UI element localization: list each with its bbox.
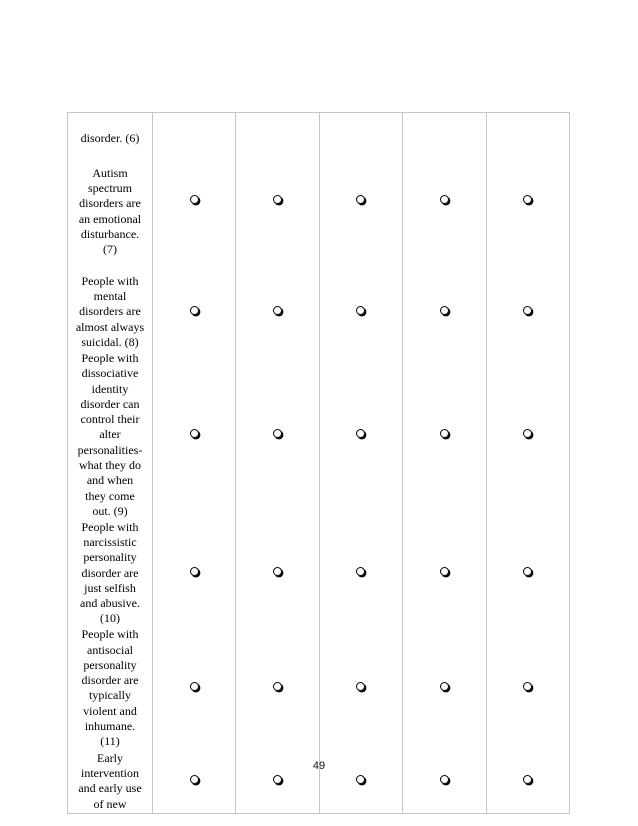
- radio-button-icon[interactable]: [190, 682, 199, 691]
- statement-text-10: People with narcissistic personality disorder are just selfish and abusive. (10): [68, 519, 153, 627]
- radio-button-icon[interactable]: [440, 682, 449, 691]
- radio-button-icon[interactable]: [273, 429, 282, 438]
- option-cell: [403, 627, 486, 749]
- radio-button-icon[interactable]: [356, 567, 365, 576]
- option-cell: [153, 273, 236, 351]
- radio-button-icon[interactable]: [440, 567, 449, 576]
- statement-text-7: Autism spectrum disorders are an emotional disturbance. (7): [78, 165, 142, 257]
- table-row: [68, 113, 570, 273]
- survey-table-body: [68, 113, 570, 814]
- option-cell: [153, 627, 236, 749]
- option-cell: [319, 627, 402, 749]
- table-row: [68, 519, 570, 627]
- page-number: 49: [312, 760, 326, 772]
- radio-button-icon[interactable]: [440, 195, 449, 204]
- option-cell: [486, 273, 569, 351]
- option-cell: [153, 351, 236, 519]
- radio-button-icon[interactable]: [190, 429, 199, 438]
- table-row: [68, 351, 570, 519]
- radio-button-icon[interactable]: [273, 195, 282, 204]
- option-cell: [319, 273, 402, 351]
- table-row: [68, 627, 570, 749]
- statement-text-9: People with dissociative identity disorder can control their alter personalities- what they do and when they come out. (9): [68, 351, 153, 519]
- radio-button-icon[interactable]: [273, 567, 282, 576]
- radio-button-icon[interactable]: [356, 682, 365, 691]
- radio-button-icon[interactable]: [523, 567, 532, 576]
- radio-button-icon[interactable]: [523, 195, 532, 204]
- option-cell: [486, 519, 569, 627]
- option-cell: [236, 351, 319, 519]
- statement-cell: [68, 113, 153, 273]
- option-cell: [403, 273, 486, 351]
- option-cell: [403, 519, 486, 627]
- radio-button-icon[interactable]: [356, 195, 365, 204]
- option-cell: [403, 113, 486, 273]
- radio-button-icon[interactable]: [440, 775, 449, 784]
- radio-button-icon[interactable]: [273, 306, 282, 315]
- table-row: [68, 273, 570, 351]
- survey-table: [67, 112, 570, 814]
- option-cell: [236, 519, 319, 627]
- radio-button-icon[interactable]: [273, 682, 282, 691]
- option-cell: [236, 627, 319, 749]
- radio-button-icon[interactable]: [190, 195, 199, 204]
- option-cell: [236, 113, 319, 273]
- radio-button-icon[interactable]: [190, 775, 199, 784]
- option-cell: [486, 113, 569, 273]
- statement-text-8: People with mental disorders are almost always suicidal. (8): [68, 273, 153, 351]
- radio-button-icon[interactable]: [356, 775, 365, 784]
- option-cell: [153, 113, 236, 273]
- radio-button-icon[interactable]: [523, 429, 532, 438]
- radio-button-icon[interactable]: [523, 775, 532, 784]
- option-cell: [403, 351, 486, 519]
- radio-button-icon[interactable]: [440, 306, 449, 315]
- option-cell: [319, 351, 402, 519]
- option-cell: [153, 519, 236, 627]
- option-cell: [319, 113, 402, 273]
- radio-button-icon[interactable]: [356, 429, 365, 438]
- option-cell: [236, 273, 319, 351]
- option-cell: [486, 627, 569, 749]
- radio-button-icon[interactable]: [523, 306, 532, 315]
- radio-button-icon[interactable]: [523, 682, 532, 691]
- radio-button-icon[interactable]: [273, 775, 282, 784]
- statement-text-11: People with antisocial personality disorder are typically violent and inhumane. (11): [68, 627, 153, 749]
- option-cell: [486, 351, 569, 519]
- radio-button-icon[interactable]: [440, 429, 449, 438]
- radio-button-icon[interactable]: [190, 567, 199, 576]
- option-cell: [319, 519, 402, 627]
- radio-button-icon[interactable]: [190, 306, 199, 315]
- statement-text-6: disorder. (6): [80, 131, 140, 146]
- statement-text-12: Early intervention and early use of new: [68, 750, 153, 814]
- radio-button-icon[interactable]: [356, 306, 365, 315]
